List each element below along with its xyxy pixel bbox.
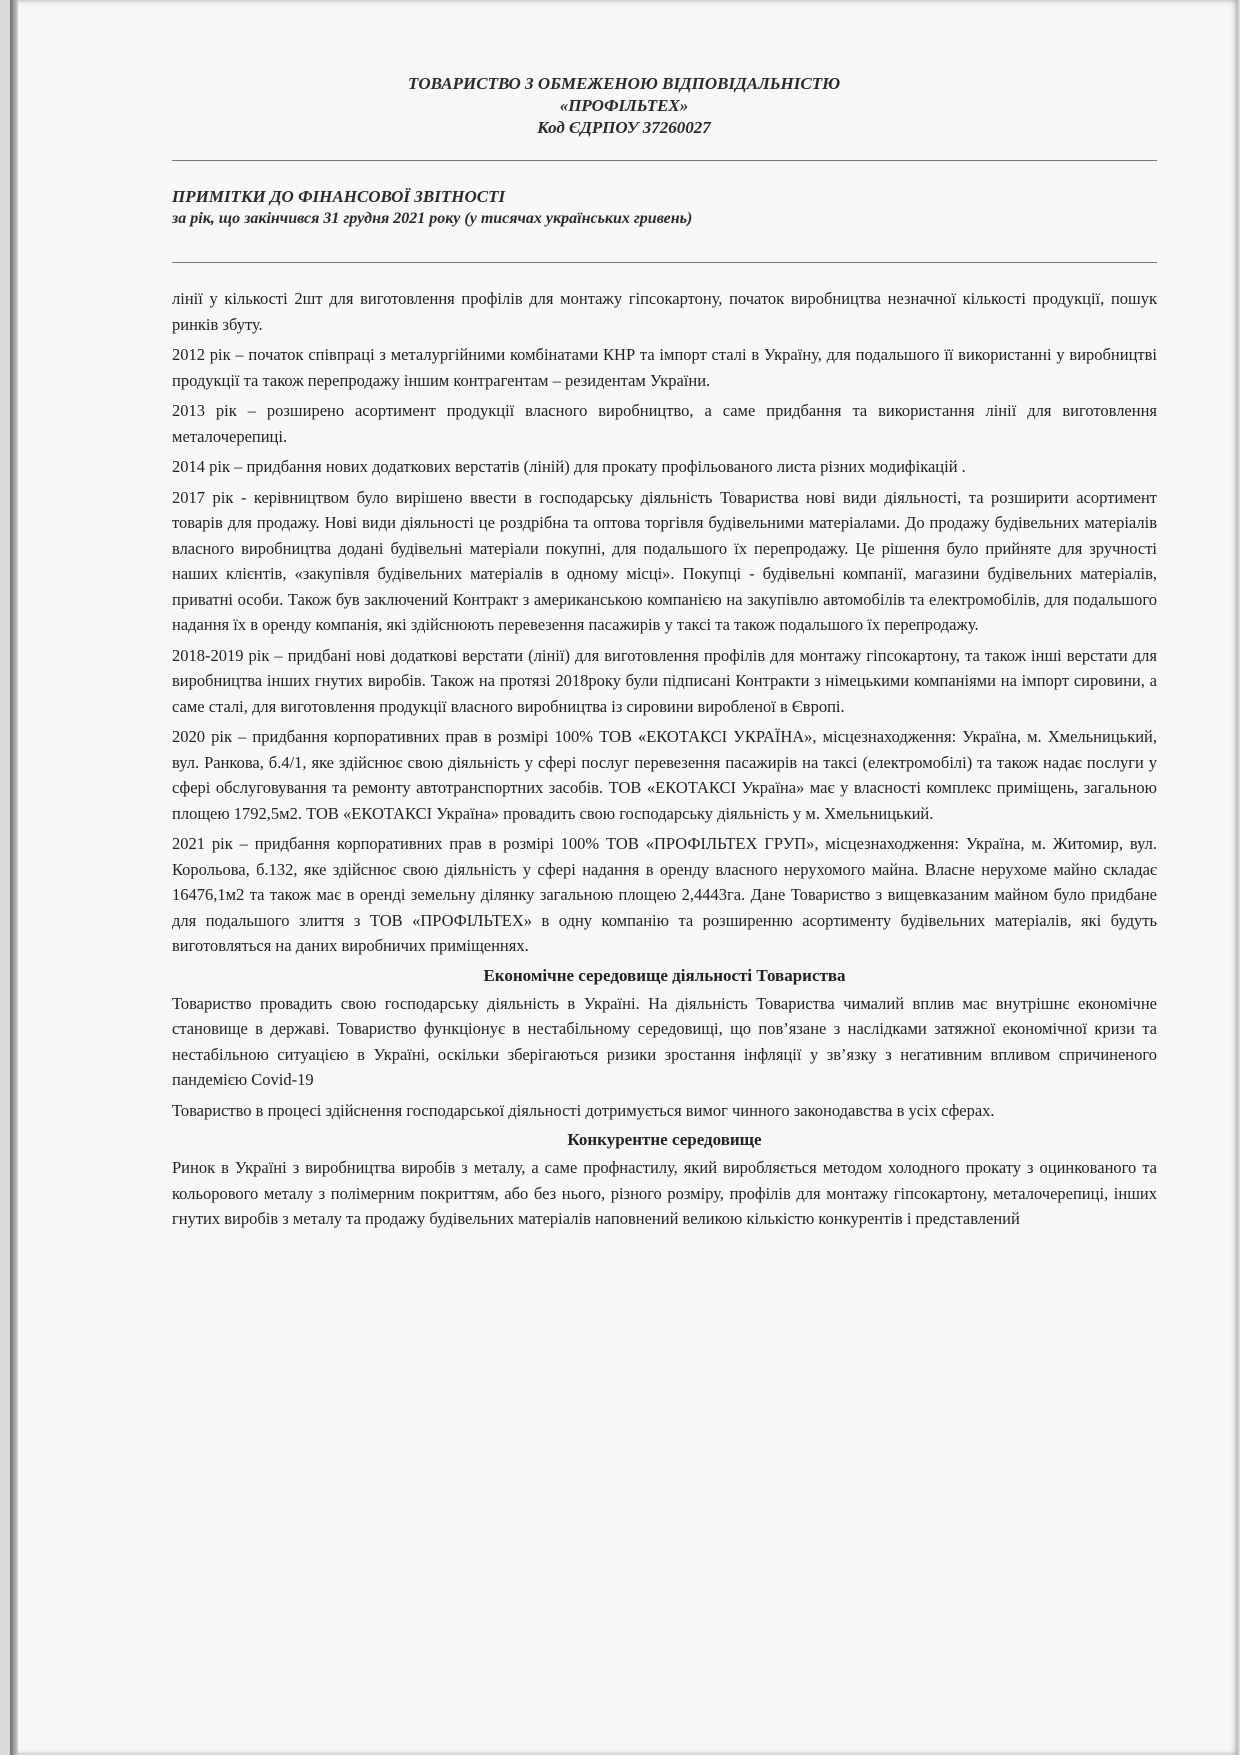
paragraph: 2013 рік – розширено асортимент продукції власного виробництво, а саме придбання та використання лінії для виготовлення металочерепиці.: [172, 401, 1157, 446]
company-code: Код ЄДРПОУ 37260027: [537, 118, 711, 137]
section-heading-competitive: Конкурентне середовище: [567, 1130, 762, 1149]
paragraph: 2020 рік – придбання корпоративних прав в розмірі 100% ТОВ «ЕКОТАКСІ УКРАЇНА», місцезнаходження: Україна, м. Хмельницький, вул. Ранкова, б.4/1, яке здійснює свою діяльність у сфері послуг перевезення пасажирів на таксі (електромобілі) та також надає послуги у сфері обслуговування та ремонту автотранспортних засобів. ТОВ «ЕКОТАКСІ Україна» має у власності комплекс приміщень, загальною площею 1792,5м2. ТОВ «ЕКОТАКСІ Україна» провадить свою господарську діяльність у м. Хмельницький.: [172, 727, 1157, 823]
paragraph: Товариство провадить свою господарську діяльність в Україні. На діяльність Товариства чималий вплив має внутрішнє економічне становище в державі. Товариство функціонує в нестабільному середовищі, що пов’язане з наслідками затяжної економічної кризи та нестабільною ситуацією в Україні, оскільки зберігаються ризики зростання інфляції у зв’язку з негативним впливом спричиненого пандемією Covid-19: [172, 993, 1157, 1089]
notes-subtitle: за рік, що закінчився 31 грудня 2021 року (у тисячах українських гривень): [172, 210, 693, 227]
paragraph: лінії у кількості 2шт для виготовлення профілів для монтажу гіпсокартону, початок виробництва незначної кількості продукції, пошук ринків збуту.: [172, 289, 1157, 334]
paragraph: 2017 рік - керівництвом було вирішено ввести в господарську діяльність Товариства нові види діяльності, та розширити асортимент товарів для продажу. Нові види діяльності це роздрібна та оптова торгівля будівельними матеріалами. До продажу будівельних матеріалів власного виробництва додані будівельні матеріали покупні, для подальшого їх перепродажу. Це рішення було прийняте для зручності наших клієнтів, «закупівля будівельних матеріалів в одному місці». Покупці - будівельні компанії, магазини будівельних матеріалів, приватні особи. Також був заключений Контракт з американською компанією на закупівлю автомобілів та електромобілів, для подальшого надання їх в оренду компанія, які здійснюють перевезення пасажирів у таксі та також подальшого їх перепродажу.: [172, 487, 1157, 634]
paragraph: 2021 рік – придбання корпоративних прав в розмірі 100% ТОВ «ПРОФІЛЬТЕХ ГРУП», місцезнаходження: Україна, м. Житомир, вул. Корольова, б.132, яке здійснює свою діяльність у сфері надання в оренду власного нерухомого майна. Власне нерухоме майно складає 16476,1м2 та також має в оренді земельну ділянку загальною площею 2,4443га. Дане Товариство з вищевказаним майном було придбане для подальшого злиття з ТОВ «ПРОФІЛЬТЕХ» в одну компанію та розширенню асортименту будівельних матеріалів, які будуть виготовляться на даних виробничих приміщеннях.: [172, 834, 1157, 955]
company-header: [10, 73, 1238, 139]
header-divider: [172, 160, 1157, 161]
paragraph: Товариство в процесі здійснення господарської діяльності дотримується вимог чинного законодавства в усіх сферах.: [172, 1100, 995, 1120]
notes-divider: [172, 262, 1157, 263]
company-type: ТОВАРИСТВО З ОБМЕЖЕНОЮ ВІДПОВІДАЛЬНІСТЮ: [407, 74, 841, 93]
company-name: «ПРОФІЛЬТЕХ»: [559, 96, 689, 115]
paragraph: 2018-2019 рік – придбані нові додаткові верстати (лінії) для виготовлення профілів для монтажу гіпсокартону, та також інші верстати для виробництва інших гнутих виробів. Також на протязі 2018року були підписані Контракти з німецькими компаніями на імпорт сировини, а саме сталі, для виготовлення продукції власного виробництва із сировини виробленої в Європі.: [172, 645, 1157, 716]
section-heading-economic: Економічне середовище діяльності Товариства: [483, 965, 846, 985]
document-page: [10, 0, 1238, 1755]
document-body: [172, 286, 1157, 1237]
notes-heading: [172, 186, 1157, 230]
scan-edge: [10, 0, 18, 1755]
notes-title: ПРИМІТКИ ДО ФІНАНСОВОЇ ЗВІТНОСТІ: [172, 187, 506, 206]
paragraph: 2014 рік – придбання нових додаткових верстатів (ліній) для прокату профільованого листа різних модифікацій .: [172, 457, 966, 476]
paragraph: 2012 рік – початок співпраці з металургійними комбінатами КНР та імпорт сталі в Україну, для подальшого її використанні у виробництві продукції та також перепродажу іншим контрагентам – резидентам України.: [172, 345, 1157, 390]
paragraph: Ринок в Україні з виробництва виробів з металу, а саме профнастилу, який виробляється методом холодного прокату з оцинкованого та кольорового металу з полімерним покриттям, або без нього, різного розміру, профілів для монтажу гіпсокартону, металочерепиці, інших гнутих виробів з металу та продажу будівельних матеріалів наповнений великою кількістю конкурентів і представлений: [172, 1158, 1157, 1228]
